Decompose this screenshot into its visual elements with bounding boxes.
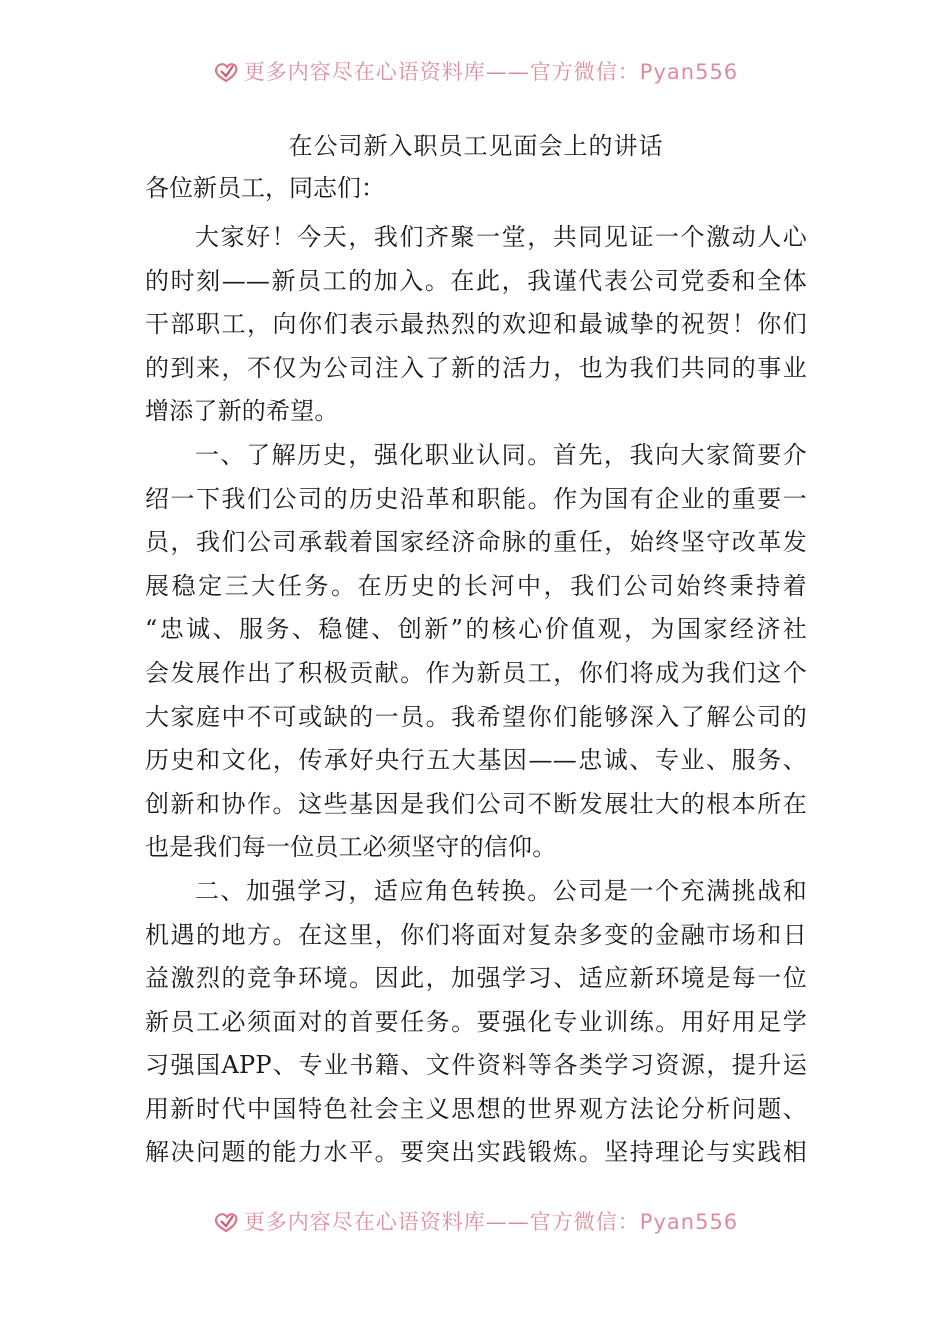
paragraph-line: 大家庭中不可或缺的一员。我希望你们能够深入了解公司的 bbox=[145, 702, 807, 731]
paragraph-greeting bbox=[145, 216, 807, 434]
paragraph-learning bbox=[145, 870, 807, 1175]
watermark-footer bbox=[0, 1204, 950, 1238]
paragraph-line: 用新时代中国特色社会主义思想的世界观方法论分析问题、 bbox=[145, 1094, 807, 1123]
paragraph-line: “忠诚、服务、稳健、创新”的核心价值观，为国家经济社 bbox=[145, 615, 807, 644]
paragraph-line: 机遇的地方。在这里，你们将面对复杂多变的金融市场和日 bbox=[145, 920, 807, 949]
paragraph-line: 展稳定三大任务。在历史的长河中，我们公司始终秉持着 bbox=[145, 571, 807, 600]
paragraph-line: 历史和文化，传承好央行五大基因——忠诚、专业、服务、 bbox=[145, 746, 807, 775]
paragraph-line: 的时刻——新员工的加入。在此，我谨代表公司党委和全体 bbox=[145, 266, 807, 295]
watermark-logo-icon bbox=[212, 59, 240, 83]
document-page bbox=[145, 124, 807, 1175]
watermark-text: 更多内容尽在心语资料库——官方微信：Pyan556 bbox=[243, 60, 739, 84]
paragraph-line: 也是我们每一位员工必须坚守的信仰。 bbox=[145, 833, 557, 862]
paragraph-line: 解决问题的能力水平。要突出实践锻炼。坚持理论与实践相 bbox=[145, 1138, 807, 1167]
paragraph-line: 新员工必须面对的首要任务。要强化专业训练。用好用足学 bbox=[145, 1007, 807, 1036]
paragraph-line: 绍一下我们公司的历史沿革和职能。作为国有企业的重要一 bbox=[145, 484, 807, 513]
paragraph-line: 习强国APP、专业书籍、文件资料等各类学习资源，提升运 bbox=[145, 1051, 807, 1080]
paragraph-line: 大家好！今天，我们齐聚一堂，共同见证一个激动人心 bbox=[195, 223, 807, 251]
paragraph-line: 员，我们公司承载着国家经济命脉的重任，始终坚守改革发 bbox=[145, 528, 807, 557]
watermark-header bbox=[0, 54, 950, 88]
paragraph-line: 干部职工，向你们表示最热烈的欢迎和最诚挚的祝贺！你们 bbox=[145, 310, 807, 339]
paragraph-line: 增添了新的希望。 bbox=[145, 397, 339, 426]
paragraph-line: 创新和协作。这些基因是我们公司不断发展壮大的根本所在 bbox=[145, 789, 807, 818]
paragraph-line: 会发展作出了积极贡献。作为新员工，你们将成为我们这个 bbox=[145, 658, 807, 687]
paragraph-line: 二、加强学习，适应角色转换。公司是一个充满挑战和 bbox=[195, 876, 807, 905]
document-salutation: 各位新员工，同志们： bbox=[145, 174, 385, 202]
watermark-logo-icon bbox=[212, 1209, 240, 1233]
paragraph-history bbox=[145, 434, 807, 870]
paragraph-line: 一、了解历史，强化职业认同。首先，我向大家简要介 bbox=[195, 440, 807, 469]
paragraph-line: 益激烈的竞争环境。因此，加强学习、适应新环境是每一位 bbox=[145, 964, 807, 993]
document-title: 在公司新入职员工见面会上的讲话 bbox=[288, 132, 664, 160]
watermark-text: 更多内容尽在心语资料库——官方微信：Pyan556 bbox=[243, 1210, 739, 1234]
paragraph-line: 的到来，不仅为公司注入了新的活力，也为我们共同的事业 bbox=[145, 353, 807, 382]
